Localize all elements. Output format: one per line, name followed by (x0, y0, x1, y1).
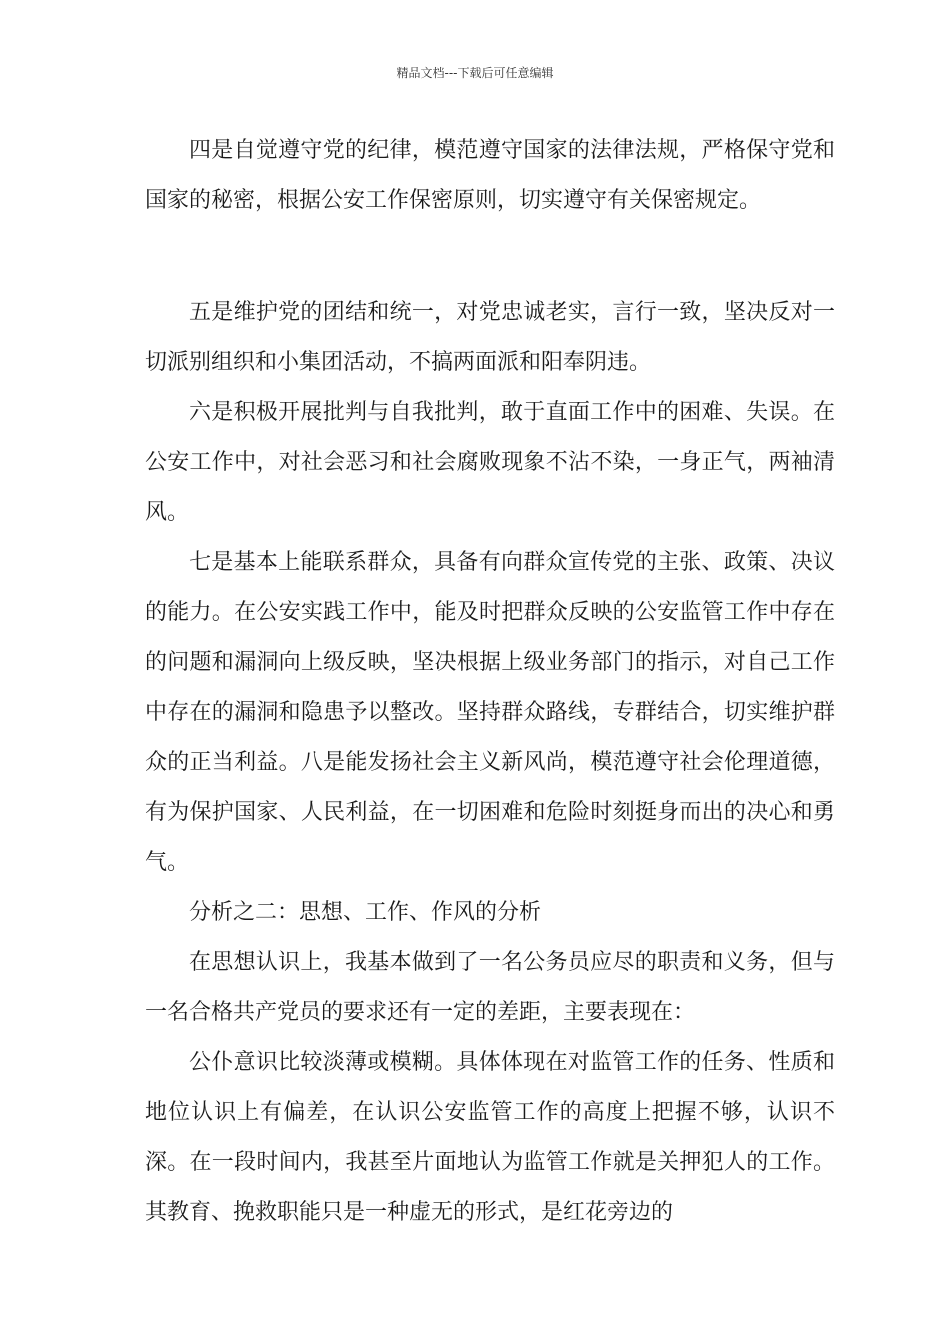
paragraph-discipline: 四是自觉遵守党的纪律，模范遵守国家的法律法规，严格保守党和国家的秘密，根据公安工作保密原则，切实遵守有关保密规定。 (145, 138, 835, 213)
paragraph-unity: 五是维护党的团结和统一，对党忠诚老实，言行一致，坚决反对一切派别组织和小集团活动，不搞两面派和阳奉阴违。 (145, 300, 835, 375)
paragraph-thought-awareness: 在思想认识上，我基本做到了一名公务员应尽的职责和义务，但与一名合格共产党员的要求还有一定的差距，主要表现在： (145, 950, 835, 1025)
document-body (145, 126, 835, 1238)
section-heading-analysis-two: 分析之二：思想、工作、作风的分析 (189, 900, 542, 925)
paragraph-self-criticism: 六是积极开展批判与自我批判，敢于直面工作中的困难、失误。在公安工作中，对社会恶习和社会腐败现象不沾不染，一身正气，两袖清风。 (145, 400, 835, 525)
paragraph-mass-line: 七是基本上能联系群众，具备有向群众宣传党的主张、政策、决议的能力。在公安实践工作中，能及时把群众反映的公安监管工作中存在的问题和漏洞向上级反映，坚决根据上级业务部门的指示，对自己工作中存在的漏洞和隐患予以整改。坚持群众路线，专群结合，切实维护群众的正当利益。八是能发扬社会主义新风尚，模范遵守社会伦理道德，有为保护国家、人民利益，在一切困难和危险时刻挺身而出的决心和勇气。 (145, 550, 835, 875)
paragraph-service-awareness: 公仆意识比较淡薄或模糊。具体体现在对监管工作的任务、性质和地位认识上有偏差，在认识公安监管工作的高度上把握不够，认识不深。在一段时间内，我甚至片面地认为监管工作就是关押犯人的工作。其教育、挽救职能只是一种虚无的形式，是红花旁边的 (145, 1050, 835, 1225)
page-header: 精品文档---下载后可任意编辑 (396, 66, 554, 80)
